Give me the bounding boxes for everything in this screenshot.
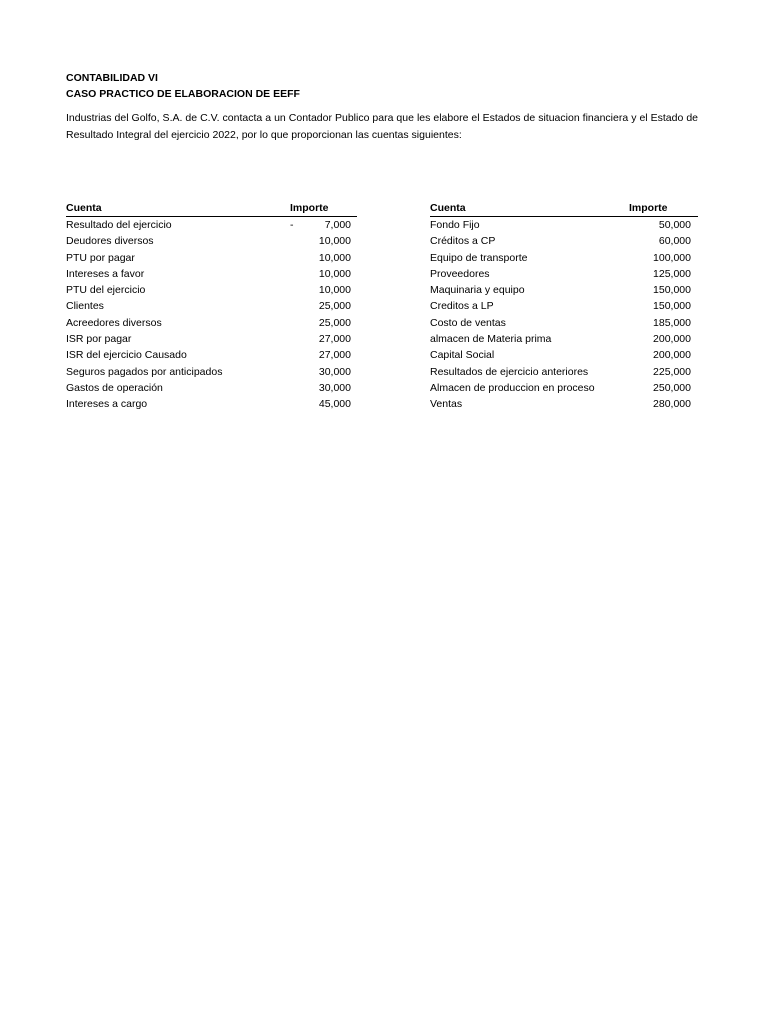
table-row <box>430 217 698 234</box>
account-name: Intereses a favor <box>66 267 145 280</box>
column-header-account: Cuenta <box>66 201 290 217</box>
negative-sign: - <box>290 219 294 231</box>
table-body <box>430 217 698 413</box>
amount-value: 27,000 <box>318 333 351 346</box>
account-amount <box>290 233 357 249</box>
column-header-amount: Importe <box>290 201 357 217</box>
table-row <box>66 380 357 396</box>
account-amount <box>290 282 357 298</box>
amount-value: 100,000 <box>653 251 691 264</box>
account-amount <box>629 282 698 298</box>
account-amount <box>290 217 357 234</box>
table-row <box>430 315 698 331</box>
account-amount <box>290 331 357 347</box>
account-amount <box>629 315 698 331</box>
amount-value: 200,000 <box>653 349 691 362</box>
amount-value: 250,000 <box>653 381 691 394</box>
account-amount <box>629 233 698 249</box>
amount-value: 10,000 <box>318 284 351 297</box>
amount-value: 125,000 <box>653 267 691 280</box>
table-row <box>66 298 357 314</box>
amount-value: 7,000 <box>324 219 351 231</box>
account-amount <box>629 347 698 363</box>
amount-value: 225,000 <box>653 365 691 378</box>
account-name: ISR por pagar <box>66 333 132 346</box>
account-amount <box>290 315 357 331</box>
table-row <box>66 396 357 412</box>
account-amount <box>290 298 357 314</box>
account-amount <box>629 217 698 234</box>
table-row <box>66 331 357 347</box>
account-name: Seguros pagados por anticipados <box>66 365 223 378</box>
account-name: Maquinaria y equipo <box>430 284 525 297</box>
account-amount <box>629 266 698 282</box>
account-amount <box>629 298 698 314</box>
account-amount <box>290 347 357 363</box>
table-row <box>66 315 357 331</box>
table-row <box>66 250 357 266</box>
accounts-table-left <box>66 201 357 413</box>
amount-value: 185,000 <box>653 316 691 329</box>
account-name: ISR del ejercicio Causado <box>66 349 187 362</box>
account-amount <box>290 250 357 266</box>
account-name: PTU del ejercicio <box>66 284 146 297</box>
amount-value: 50,000 <box>658 219 691 231</box>
account-amount <box>629 380 698 396</box>
amount-value: 10,000 <box>318 235 351 248</box>
accounts-table-right <box>430 201 698 413</box>
table-header-row <box>66 201 357 217</box>
account-name: Deudores diversos <box>66 235 154 248</box>
table-row <box>66 217 357 234</box>
account-amount <box>629 250 698 266</box>
table-row <box>430 233 698 249</box>
table-row <box>430 250 698 266</box>
account-amount <box>290 266 357 282</box>
intro-paragraph: Industrias del Golfo, S.A. de C.V. contacta a un Contador Publico para que les elabore el Estados de situacion financiera y el Estado de Resultado Integral del ejercicio 2022, por lo que proporcionan las cuentas siguientes: <box>66 112 698 141</box>
table-row <box>430 347 698 363</box>
column-header-account: Cuenta <box>430 201 629 217</box>
amount-value: 25,000 <box>318 316 351 329</box>
account-name: Resultado del ejercicio <box>66 219 172 231</box>
table-row <box>430 396 698 412</box>
account-name: Resultados de ejercicio anteriores <box>430 365 589 378</box>
account-name: Gastos de operación <box>66 381 163 394</box>
document-page <box>66 70 698 411</box>
account-amount <box>629 331 698 347</box>
amount-value: 10,000 <box>318 267 351 280</box>
account-name: Intereses a cargo <box>66 398 148 411</box>
account-amount <box>629 364 698 380</box>
amount-value: 30,000 <box>318 365 351 378</box>
column-header-amount: Importe <box>629 201 698 217</box>
amount-value: 150,000 <box>653 284 691 297</box>
amount-value: 25,000 <box>318 300 351 313</box>
account-name: PTU por pagar <box>66 251 135 264</box>
account-name: Créditos a CP <box>430 235 496 248</box>
account-name: almacen de Materia prima <box>430 333 552 346</box>
account-name: Almacen de produccion en proceso <box>430 381 595 394</box>
account-name: Equipo de transporte <box>430 251 528 264</box>
account-name: Proveedores <box>430 267 490 280</box>
account-amount <box>290 380 357 396</box>
account-amount <box>629 396 698 412</box>
table-row <box>66 233 357 249</box>
account-name: Creditos a LP <box>430 300 494 313</box>
amount-value: 150,000 <box>653 300 691 313</box>
amount-value: 200,000 <box>653 333 691 346</box>
amount-value: 27,000 <box>318 349 351 362</box>
amount-value: 280,000 <box>653 398 691 411</box>
account-name: Capital Social <box>430 349 495 362</box>
table-row <box>66 347 357 363</box>
account-name: Ventas <box>430 398 463 411</box>
account-name: Costo de ventas <box>430 316 506 329</box>
table-body <box>66 217 357 413</box>
table-row <box>66 364 357 380</box>
table-row <box>66 282 357 298</box>
table-row <box>66 266 357 282</box>
table-header-row <box>430 201 698 217</box>
table-row <box>430 298 698 314</box>
amount-value: 60,000 <box>658 235 691 248</box>
table-row <box>430 282 698 298</box>
table-row <box>430 380 698 396</box>
amount-value: 10,000 <box>318 251 351 264</box>
account-amount <box>290 396 357 412</box>
amount-value: 45,000 <box>318 398 351 411</box>
table-row <box>430 364 698 380</box>
account-amount <box>290 364 357 380</box>
account-name: Clientes <box>66 300 104 313</box>
account-name: Acreedores diversos <box>66 316 162 329</box>
table-row <box>430 266 698 282</box>
amount-value: 30,000 <box>318 381 351 394</box>
table-row <box>430 331 698 347</box>
case-title: CASO PRACTICO DE ELABORACION DE EEFF <box>66 88 300 100</box>
course-title: CONTABILIDAD VI <box>66 72 158 84</box>
account-name: Fondo Fijo <box>430 219 480 231</box>
